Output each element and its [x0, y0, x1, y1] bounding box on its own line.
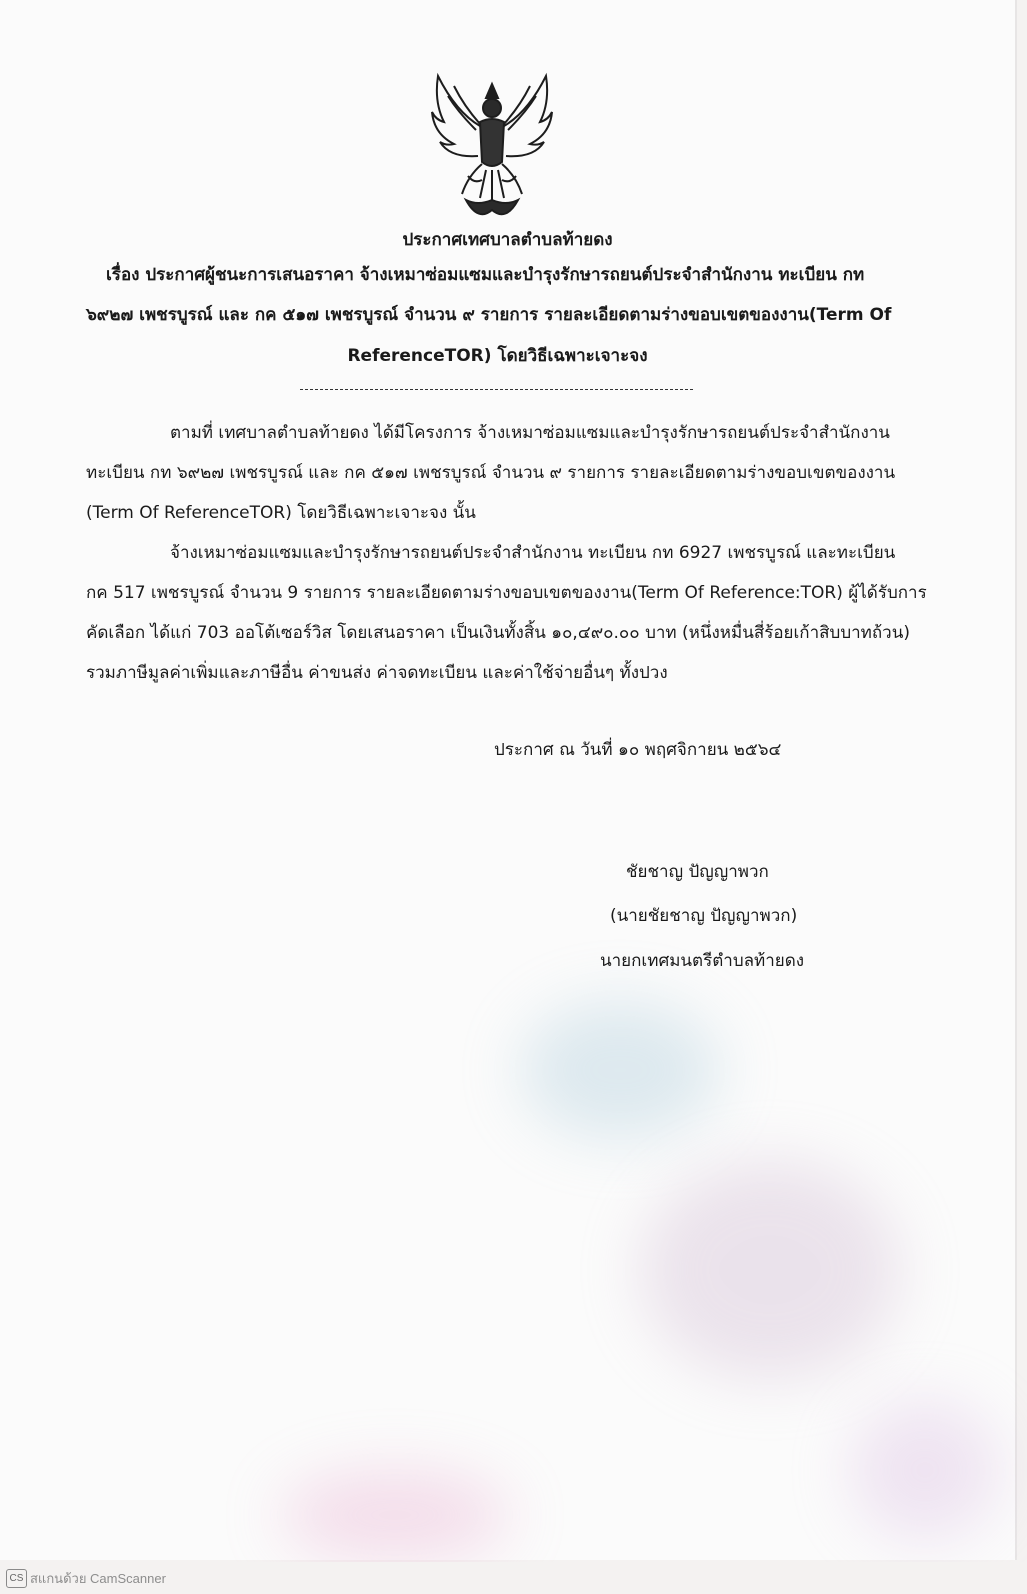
subject-line: ReferenceTOR) โดยวิธีเฉพาะเจาะจง — [347, 346, 648, 366]
garuda-emblem — [428, 72, 556, 224]
paragraph-line: รวมภาษีมูลค่าเพิ่มและภาษีอื่น ค่าขนส่ง ค่าจดทะเบียน และค่าใช้จ่ายอื่นๆ ทั้งปวง — [86, 663, 668, 683]
paragraph-line: ตามที่ เทศบาลตำบลท้ายดง ได้มีโครงการ จ้างเหมาซ่อมแซมและบำรุงรักษารถยนต์ประจำสำนักงาน — [170, 423, 890, 443]
camscanner-logo-icon: CS — [6, 1569, 27, 1588]
signature-position: นายกเทศมนตรีตำบลท้ายดง — [600, 951, 805, 971]
scan-smudge — [520, 1000, 720, 1140]
paragraph-line: (Term Of ReferenceTOR) โดยวิธีเฉพาะเจาะจง นั้น — [86, 503, 476, 523]
announcement-date: ประกาศ ณ วันที่ ๑๐ พฤศจิกายน ๒๕๖๔ — [494, 740, 782, 760]
paragraph-line: จ้างเหมาซ่อมแซมและบำรุงรักษารถยนต์ประจำสำนักงาน ทะเบียน กท 6927 เพชรบูรณ์ และทะเบียน — [170, 543, 896, 563]
subject-line: ๖๙๒๗ เพชรบูรณ์ และ กค ๕๑๗ เพชรบูรณ์ จำนวน ๙ รายการ รายละเอียดตามร่างขอบเขตของงาน(Term Of — [86, 305, 892, 325]
separator-line — [300, 389, 693, 390]
paragraph-line: ทะเบียน กท ๖๙๒๗ เพชรบูรณ์ และ กค ๕๑๗ เพชรบูรณ์ จำนวน ๙ รายการ รายละเอียดตามร่างขอบเขตของงาน — [86, 463, 896, 483]
subject-line: เรื่อง ประกาศผู้ชนะการเสนอราคา จ้างเหมาซ่อมแซมและบำรุงรักษารถยนต์ประจำสำนักงาน ทะเบียน กท — [106, 265, 865, 285]
document-title: ประกาศเทศบาลตำบลท้ายดง — [402, 230, 613, 250]
camscanner-watermark: สแกนด้วย CamScanner — [30, 1571, 166, 1586]
paragraph-line: กค 517 เพชรบูรณ์ จำนวน 9 รายการ รายละเอียดตามร่างขอบเขตของงาน(Term Of Reference:TOR) ผู้ได้รับการ — [86, 583, 927, 603]
scan-smudge — [280, 1470, 510, 1560]
signature-name: ชัยชาญ ปัญญาพวก — [626, 862, 769, 882]
paragraph-line: คัดเลือก ได้แก่ 703 ออโต้เซอร์วิส โดยเสนอราคา เป็นเงินทั้งสิ้น ๑๐,๔๙๐.๐๐ บาท (หนึ่งหมื่นสี่ร้อยเก้าสิบบาทถ้วน) — [86, 623, 910, 643]
scan-smudge — [850, 1400, 1000, 1540]
scan-smudge — [640, 1160, 900, 1380]
signature-full-name: (นายชัยชาญ ปัญญาพวก) — [610, 906, 798, 926]
